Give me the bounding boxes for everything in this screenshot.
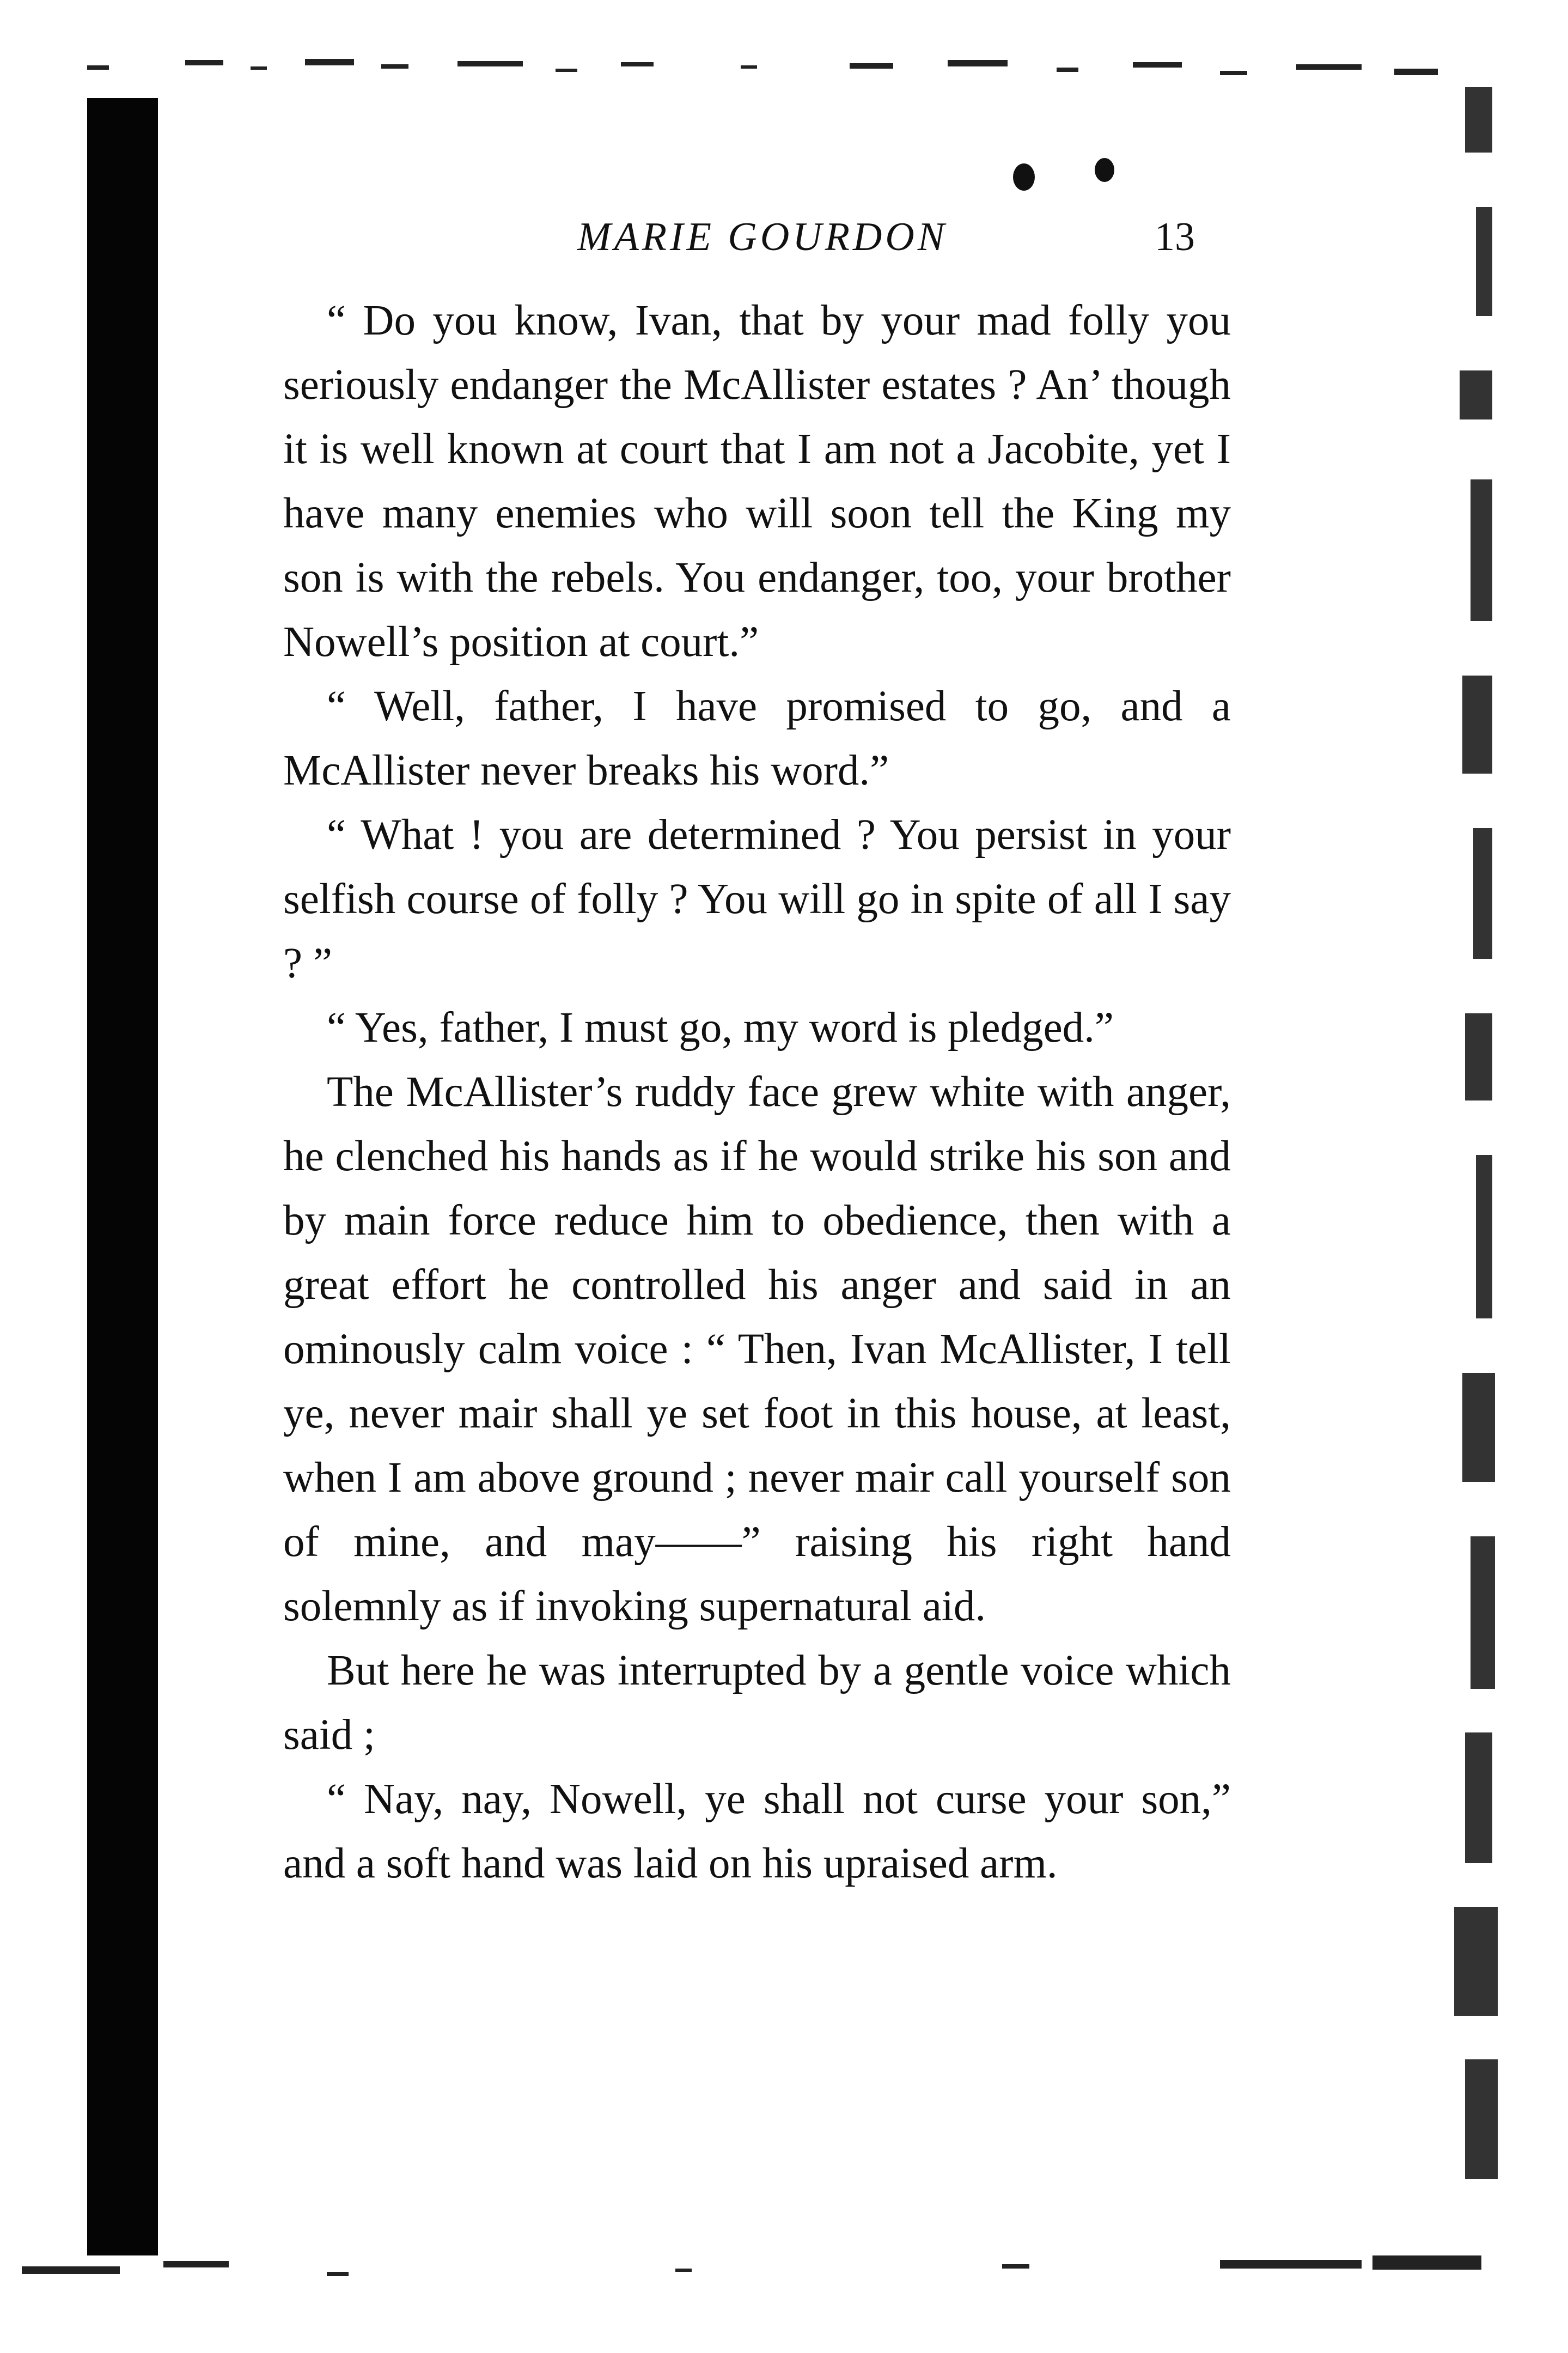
paragraph: “ Well, father, I have promised to go, and a McAllister never breaks his word.” <box>283 683 1231 794</box>
paragraph: The McAllister’s ruddy face grew white with anger, he clenched his hands as if he would strike his son and by main force reduce him to obedience, then with a great effort he controlled his anger and said in an ominously calm voice : “ Then, Ivan McAllister, I tell ye, never mair shall ye set foot in this house, at least, when I am above ground ; never mair call yourself son of mine, and may——” raising his right hand solemnly as if invoking supernatural aid. <box>283 1068 1231 1630</box>
running-title: MARIE GOURDON <box>577 215 948 259</box>
paragraph: “ Do you know, Ivan, that by your mad folly you seriously endanger the McAllister estates ? An’ though it is well known at court that I am not a Jacobite, yet I have many enemies who will soon tell the King my son is with the rebels. You endanger, too, your brother Nowell’s position at court.” <box>283 297 1231 666</box>
ink-smudge <box>1013 163 1035 191</box>
scan-noise-right <box>1432 65 1520 2201</box>
paragraph: But here he was interrupted by a gentle voice which said ; <box>283 1647 1231 1759</box>
ink-smudge <box>1095 158 1114 182</box>
paragraph: “ Yes, father, I must go, my word is pledged.” <box>327 1004 1114 1051</box>
paragraph: “ Nay, nay, Nowell, ye shall not curse your son,” and a soft hand was laid on his upraised arm. <box>283 1776 1231 1887</box>
page-number: 13 <box>1155 215 1195 259</box>
binding-shadow <box>87 98 158 2255</box>
paragraph: “ What ! you are determined ? You persist in your selfish course of folly ? You will go in spite of all I say ? ” <box>283 811 1231 987</box>
running-header <box>0 207 1568 267</box>
scan-noise-bottom <box>22 2245 1492 2294</box>
body-text <box>283 289 1231 1896</box>
scan-noise-top <box>76 54 1471 93</box>
